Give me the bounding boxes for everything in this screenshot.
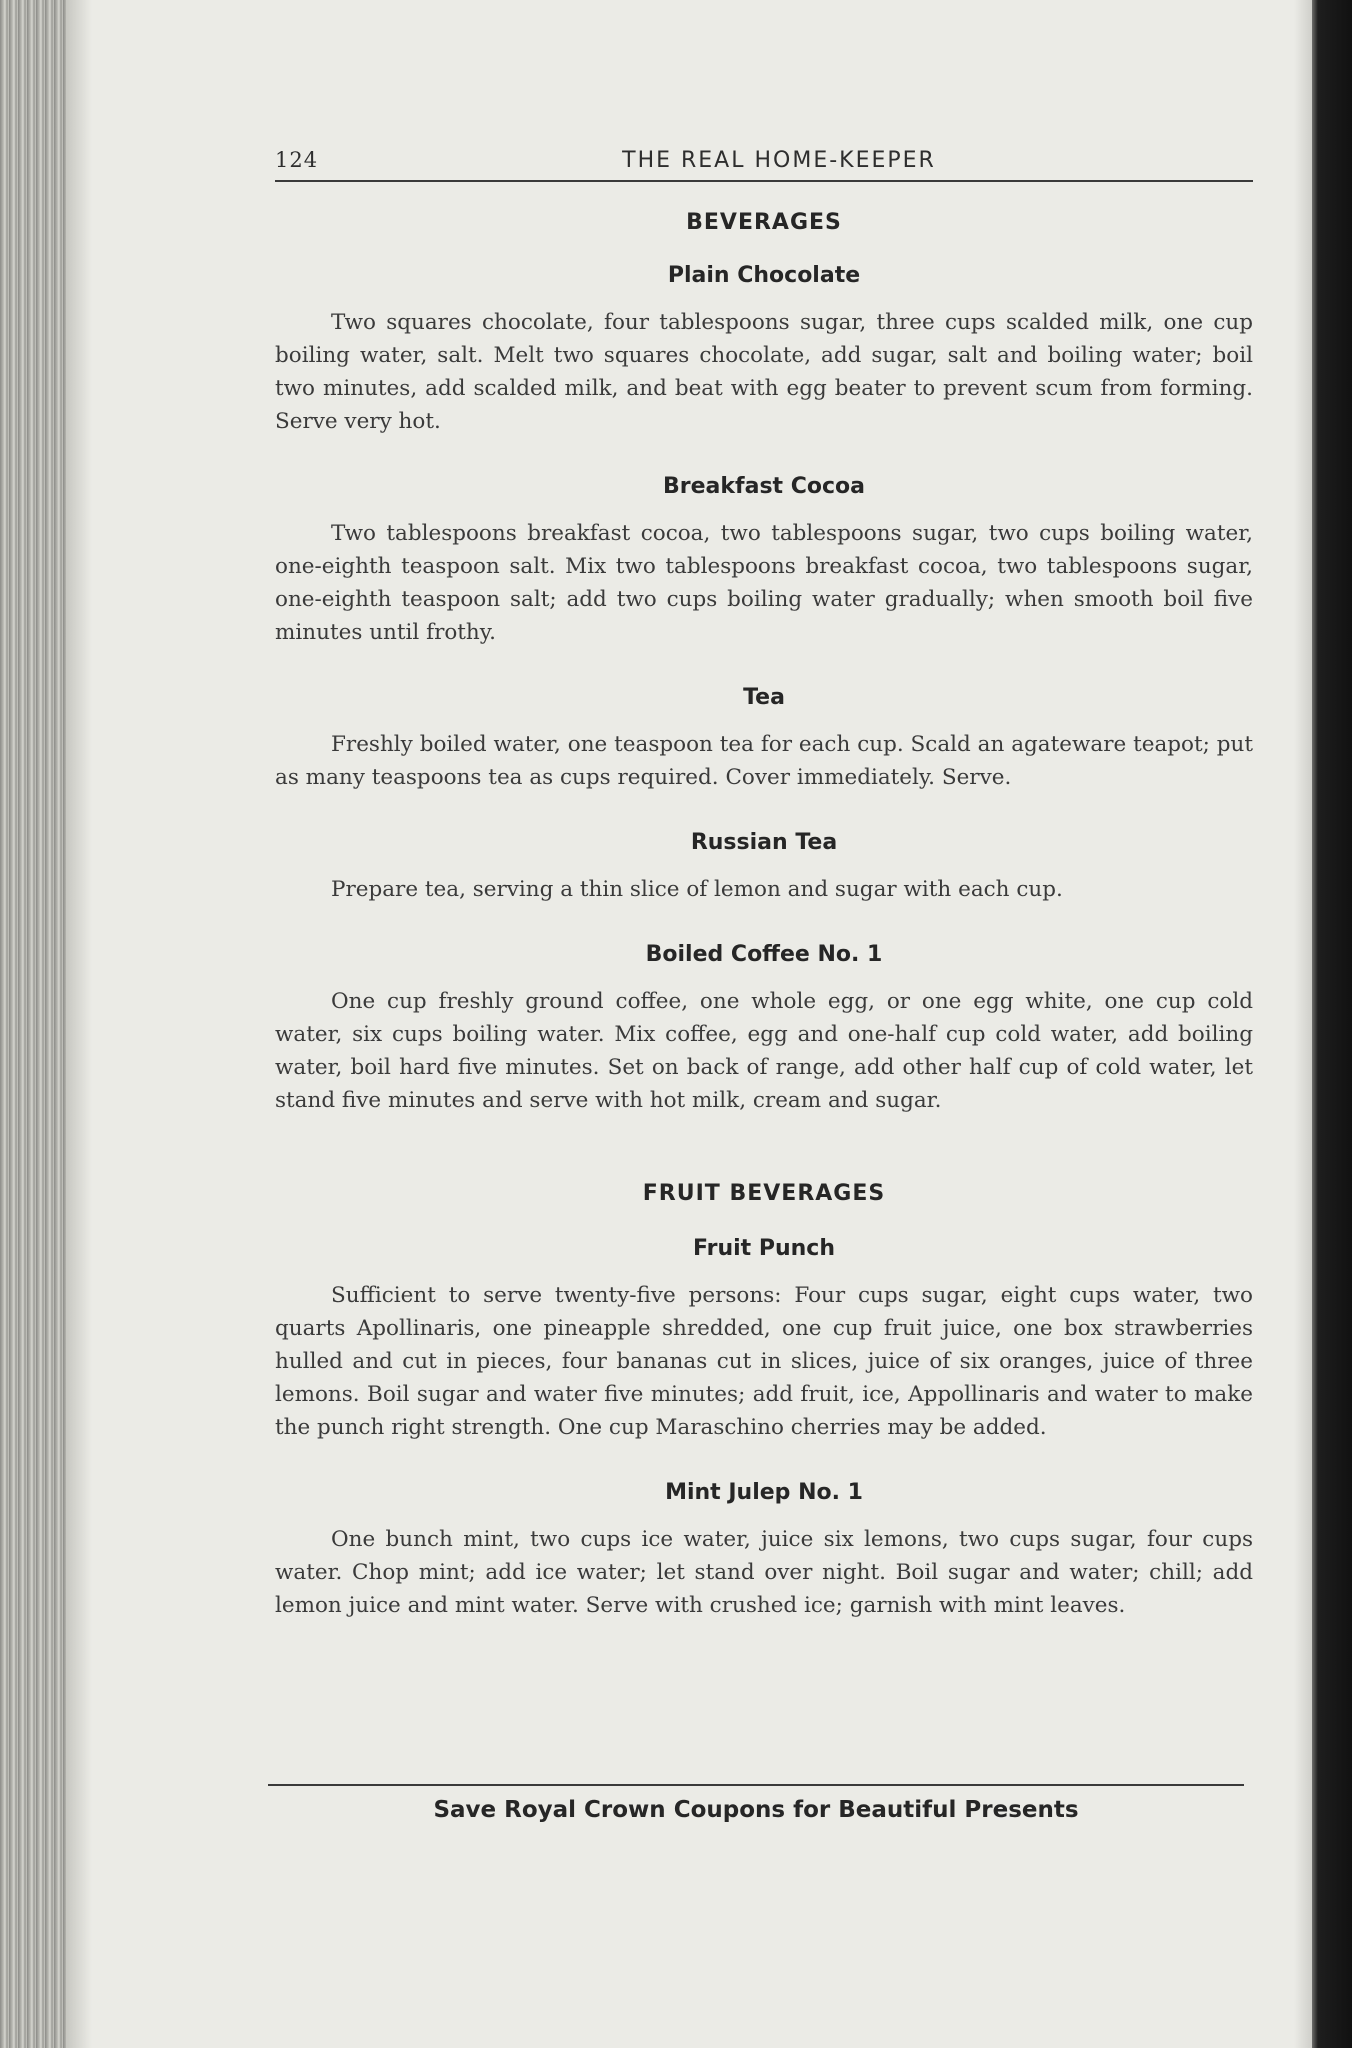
page-dark-edge [1312,0,1352,2048]
recipe-body-breakfast-cocoa: Two tablespoons breakfast cocoa, two tablespoons sugar, two cups boiling water, one-eighth teaspoon salt. Mix two tablespoons breakfast cocoa, two tablespoons sugar, one-eighth teaspoon salt; add two cups boiling water gradually; when smooth boil five minutes until frothy. [275,521,1253,645]
recipe-title-russian-tea: Russian Tea [690,830,838,855]
book-title: THE REAL HOME-KEEPER [622,148,936,173]
footer-rule [268,1784,1244,1786]
recipe-body-fruit-punch: Sufficient to serve twenty-five persons: Four cups sugar, eight cups water, two quarts Apollinaris, one pineapple shredded, one cup fruit juice, one box strawberries hulled and cut in pieces, four bananas cut in slices, juice of six oranges, juice of three lemons. Boil sugar and water five minutes; add fruit, ice, Appollinaris and water to make the punch right strength. One cup Maraschino cherries may be added. [275,1283,1253,1440]
recipe-body-plain-chocolate: Two squares chocolate, four tablespoons sugar, three cups scalded milk, one cup boiling water, salt. Melt two squares chocolate, add sugar, salt and boiling water; boil two minutes, add scalded milk, and beat with egg beater to prevent scum from forming. Serve very hot. [275,310,1253,434]
section-title-beverages: BEVERAGES [686,210,842,235]
page-number: 124 [275,148,319,172]
recipe-body-boiled-coffee: One cup freshly ground coffee, one whole egg, or one egg white, one cup cold water, six cups boiling water. Mix coffee, egg and one-half cup cold water, add boiling water, boil hard five minutes. Set on back of range, add other half cup of cold water, let stand five minutes and serve with hot milk, cream and sugar. [275,989,1253,1113]
recipe-title-mint-julep: Mint Julep No. 1 [665,1480,863,1505]
recipe-title-plain-chocolate: Plain Chocolate [667,263,861,288]
binding-shadow [66,0,92,2048]
page-content [275,184,1253,1622]
recipe-body-russian-tea: Prepare tea, serving a thin slice of lemon and sugar with each cup. [331,877,1063,902]
recipe-title-breakfast-cocoa: Breakfast Cocoa [663,474,865,499]
recipe-title-fruit-punch: Fruit Punch [692,1236,835,1261]
recipe-title-boiled-coffee: Boiled Coffee No. 1 [645,942,883,967]
recipe-body-tea: Freshly boiled water, one teaspoon tea for each cup. Scald an agateware teapot; put as many teaspoons tea as cups required. Cover immediately. Serve. [275,732,1253,790]
footer-advert: Save Royal Crown Coupons for Beautiful Presents [433,1797,1079,1823]
recipe-title-tea: Tea [743,685,785,710]
recipe-body-mint-julep: One bunch mint, two cups ice water, juice six lemons, two cups sugar, four cups water. Chop mint; add ice water; let stand over night. Boil sugar and water; chill; add lemon juice and mint water. Serve with crushed ice; garnish with mint leaves. [275,1527,1253,1618]
running-header [275,146,1253,182]
book-binding-edge [0,0,66,2048]
page-edge-shadow [1294,0,1312,2048]
section-title-fruit-beverages: FRUIT BEVERAGES [642,1181,886,1206]
